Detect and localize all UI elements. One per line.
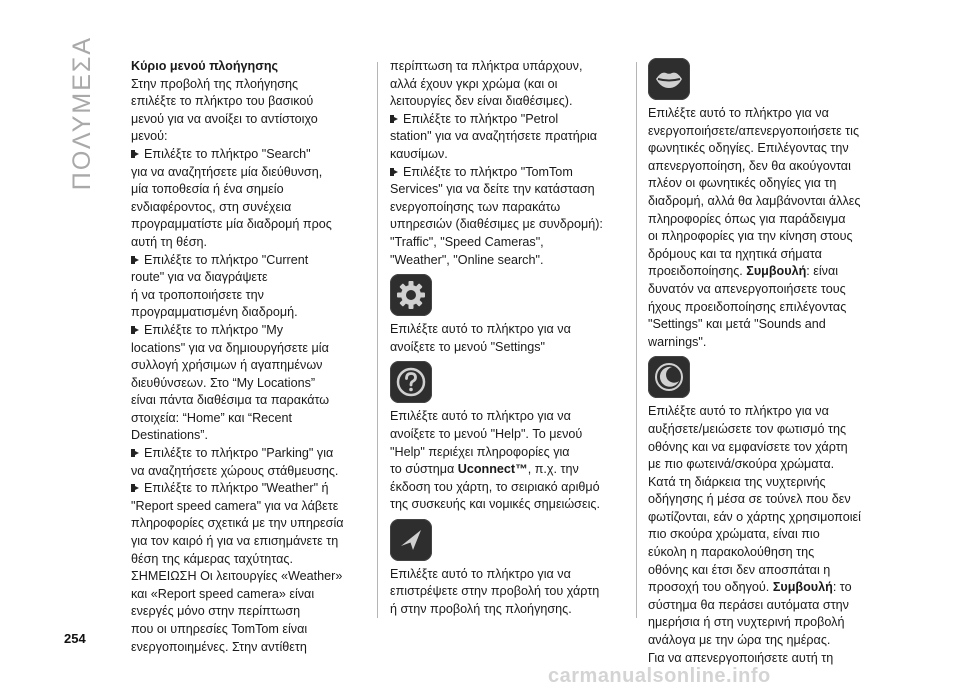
column-2 [390,58,630,619]
page-number: 254 [64,631,86,646]
watermark: carmanualsonline.info [548,665,771,687]
heading-main-menu: Κύριο μενού πλοήγησης [131,59,279,73]
bullet-arrow-icon [131,326,141,334]
help-button[interactable] [390,361,432,403]
voice-guidance-button[interactable] [648,58,690,100]
bullet-arrow-icon [131,484,141,492]
help-description: Επιλέξτε αυτό το πλήκτρο για να ανοίξετε το μενού "Help". Το μενού "Help" περιέχει πληροφορίες για το σύστημα Uconnect™, π.χ. την έκδοση του χάρτη, το σειριακό αριθμό της συσκευής και νομικές σημειώσεις. [390,409,600,512]
night-description: Επιλέξτε αυτό το πλήκτρο για να αυξήσετε/μειώσετε τον φωτισμό της οθόνης και να εμφανίσετε τον χάρτη με πιο φωτεινά/σκούρα χρώματα. Κατά τη διάρκεια της νυχτερινής οδήγησης ή μέσα σε τούνελ που δεν φωτίζονται, εάν ο χάρτης χρησιμοποιεί πιο σκούρα χρώματα, είναι πιο εύκολη η παρακολούθηση της οθόνης και έτσι δεν αποσπάται η προσοχή του οδηγού. Συμβουλή: το σύστημα θα περάσει αυτόματα στην ημερήσια ή στη νυχτερινή προβολή ανάλογα με την ώρα της ημέρας. Για να απενεργοποιήσετε αυτή τη [648,404,861,665]
bullet-parking: Επιλέξτε το πλήκτρο "Parking" για να αναζητήσετε χώρους στάθμευσης. [131,446,339,478]
gear-icon [390,274,432,316]
day-night-button[interactable] [648,356,690,398]
bullet-my-locations: Επιλέξτε το πλήκτρο "My locations" για να δημιουργήσετε μία συλλογή χρήσιμων ή αγαπημένων διευθύνσεων. Στο “My Locations” είναι πάντα διαθέσιμα τα παρακάτω στοιχεία: “Home” και “Recent Destinations”. [131,322,330,443]
lips-icon [648,58,690,100]
question-icon [390,361,432,403]
note-continuation: περίπτωση τα πλήκτρα υπάρχουν, αλλά έχουν γκρι χρώμα (και οι λειτουργίες δεν είναι διαθέσιμες). [390,59,583,109]
section-title-vertical: ΠΟΛΥΜΕΣΑ [68,36,96,191]
advice-label: Συμβουλή [746,264,807,279]
bullet-petrol-station: Επιλέξτε το πλήκτρο "Petrol station" για να αναζητήσετε πρατήρια καυσίμων. [390,111,598,161]
brand-name: Uconnect™ [457,462,528,477]
bullet-arrow-icon [390,115,400,123]
back-description: Επιλέξτε αυτό το πλήκτρο για να επιστρέψετε στην προβολή του χάρτη ή στην προβολή της πλοήγησης. [390,566,600,617]
column-3 [648,58,893,667]
settings-button[interactable] [390,274,432,316]
bullet-arrow-icon [390,168,400,176]
navigation-arrow-icon [390,519,432,561]
back-to-map-button[interactable] [390,519,432,561]
advice-label: Συμβουλή [772,580,833,595]
column-divider-1 [377,62,378,618]
intro-paragraph: Στην προβολή της πλοήγησης επιλέξτε το πλήκτρο του βασικού μενού για να ανοίξει το αντίστοιχο μενού: [131,76,318,144]
settings-description: Επιλέξτε αυτό το πλήκτρο για να ανοίξετε το μενού "Settings" [390,322,571,354]
bullet-current-route: Επιλέξτε το πλήκτρο "Current route" για να διαγράψετε ή να τροποποιήσετε την προγραμματισμένη διαδρομή. [131,252,309,320]
bullet-arrow-icon [131,256,141,264]
column-1 [131,58,371,656]
moon-icon [648,356,690,398]
voice-description: Επιλέξτε αυτό το πλήκτρο για να ενεργοποιήσετε/απενεργοποιήσετε τις φωνητικές οδηγίες. Επιλέγοντας την απενεργοποίηση, δεν θα ακούγονται πλέον οι φωνητικές οδηγίες για τη διαδρομή, αλλά θα λαμβάνονται άλλες πληροφορίες όπως για παράδειγμα οι πληροφορίες για την κίνηση στους δρόμους και τα ηχητικά σήματα προειδοποίησης. Συμβουλή: είναι δυνατόν να απενεργοποιήσετε τους ήχους προειδοποίησης επιλέγοντας "Settings" και μετά "Sounds and warnings". [648,106,861,349]
bullet-tomtom-services: Επιλέξτε το πλήκτρο "TomTom Services" για να δείτε την κατάσταση ενεργοποίησης των παρακάτω υπηρεσιών (διαθέσιμες με συνδρομή): "Traffic", "Speed Cameras", "Weather", "Online search". [390,164,603,267]
bullet-arrow-icon [131,150,141,158]
bullet-weather: Επιλέξτε το πλήκτρο "Weather" ή "Report speed camera" για να λάβετε πληροφορίες σχετικά με την υπηρεσία για τον καιρό ή για να επισημάνετε τη θέση της κάμερας ταχύτητας. [131,481,344,566]
bullet-arrow-icon [131,449,141,457]
column-divider-2 [636,62,637,618]
note-paragraph: ΣΗΜΕΙΩΣΗ Οι λειτουργίες «Weather» και «Report speed camera» είναι ενεργές μόνο στην περίπτωση που οι υπηρεσίες TomTom είναι ενεργοποιημένες. Στην αντίθετη [131,569,343,654]
bullet-search: Επιλέξτε το πλήκτρο "Search" για να αναζητήσετε μία διεύθυνση, μία τοποθεσία ή ένα σημείο ενδιαφέροντος, στη συνέχεια προγραμματίστε μία διαδρομή προς αυτή τη θέση. [131,146,332,249]
